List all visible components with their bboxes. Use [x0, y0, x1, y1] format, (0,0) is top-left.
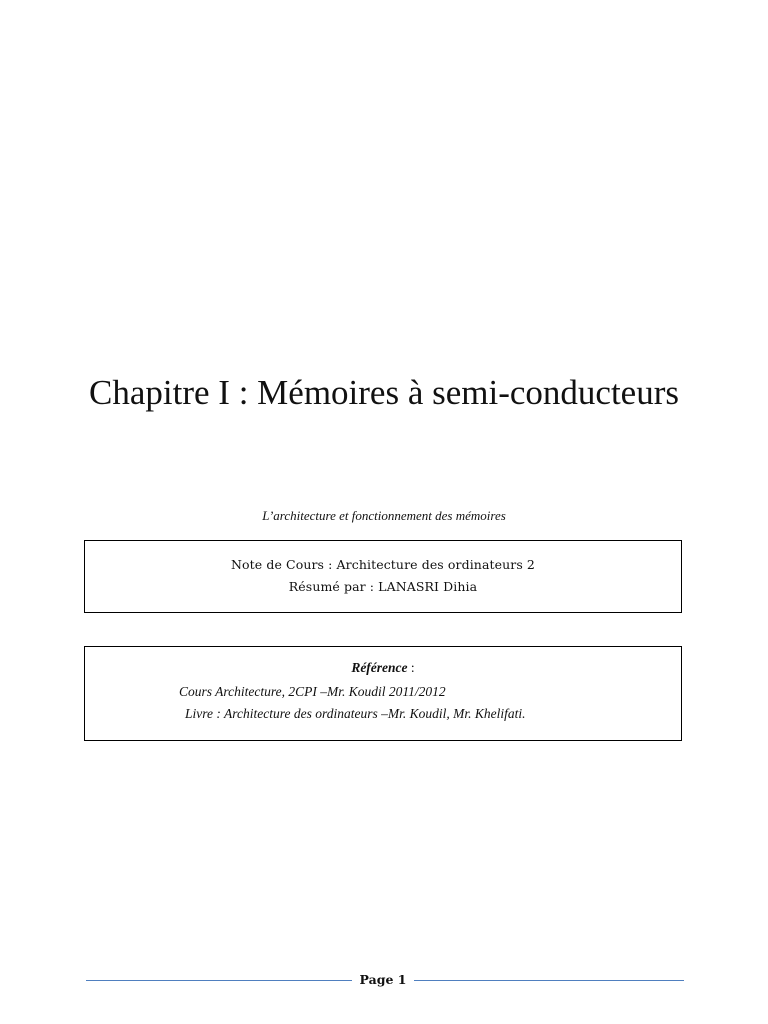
page-number: Page 1	[359, 972, 407, 987]
reference-label: Référence	[351, 660, 408, 675]
reference-separator: :	[407, 660, 415, 675]
chapter-title: Chapitre I : Mémoires à semi-conducteurs	[89, 373, 679, 412]
course-note-title: Note de Cours : Architecture des ordinateurs 2	[231, 557, 535, 572]
reference-box	[84, 646, 682, 741]
footer-rule-right	[414, 980, 684, 981]
course-note-author: Résumé par : LANASRI Dihia	[288, 579, 478, 594]
reference-item-book: Livre : Architecture des ordinateurs –Mr. Koudil, Mr. Khelifati.	[185, 706, 526, 721]
chapter-subtitle: L’architecture et fonctionnement des mémoires	[262, 508, 506, 523]
course-note-box	[84, 540, 682, 613]
footer-rule-left	[86, 980, 352, 981]
reference-heading	[85, 660, 681, 676]
reference-item-course: Cours Architecture, 2CPI –Mr. Koudil 2011/2012	[179, 684, 446, 699]
